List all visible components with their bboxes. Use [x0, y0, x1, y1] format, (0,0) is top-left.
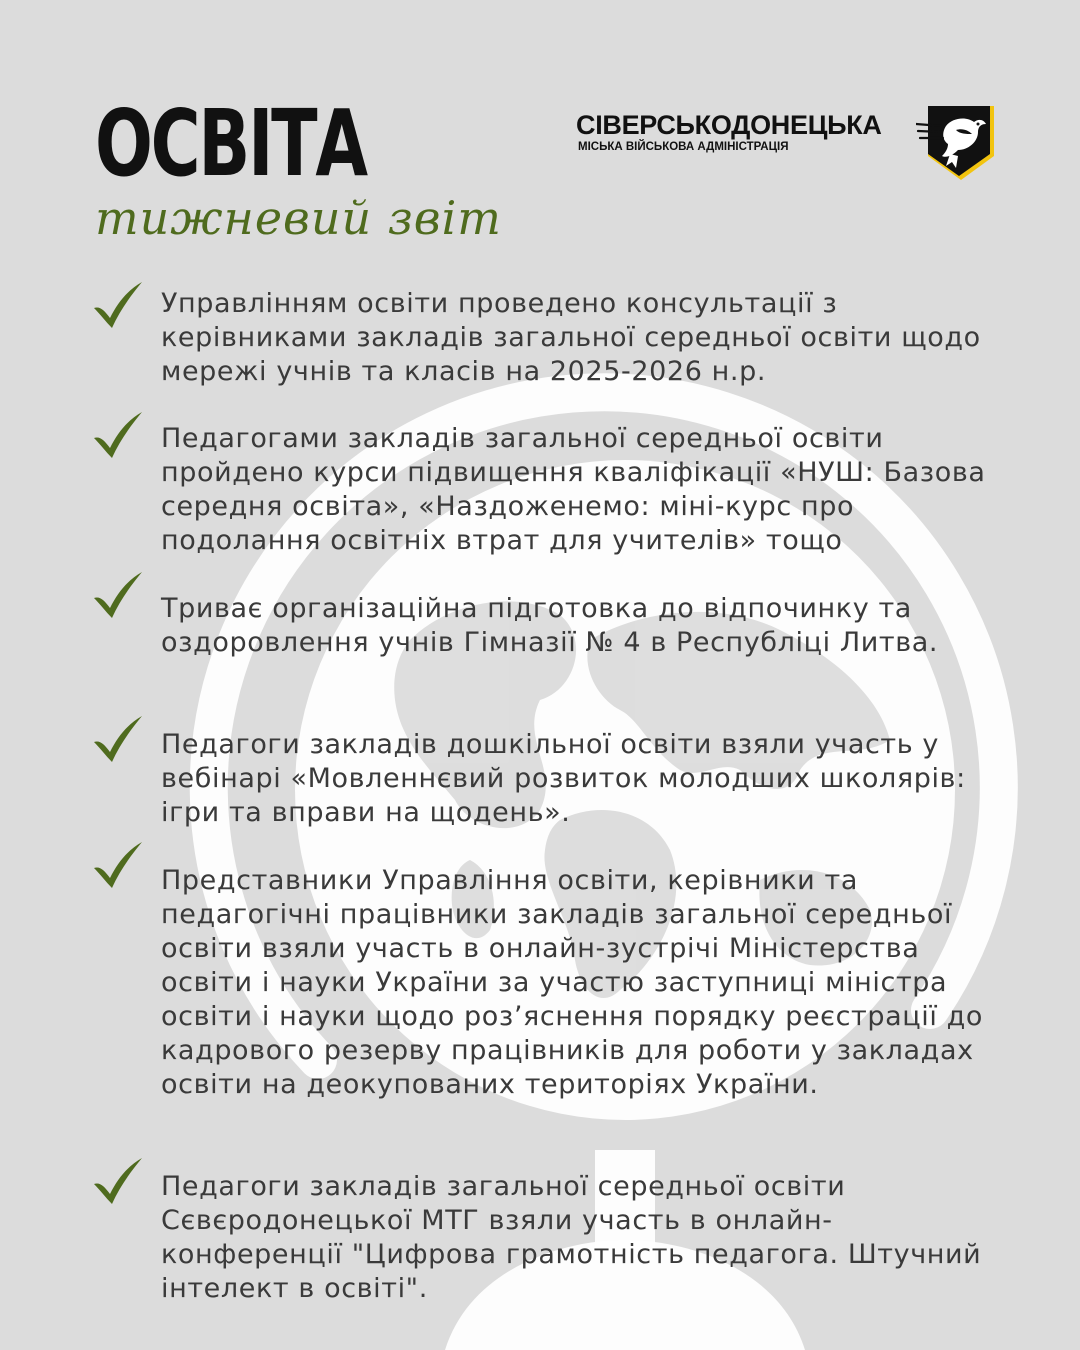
list-item: [92, 1158, 1012, 1308]
list-item-text: Триває організаційна підготовка до відпочинку та оздоровлення учнів Гімназії № 4 в Республіці Литва.: [161, 593, 939, 658]
list-item: [92, 572, 1012, 692]
checkmark-icon: [92, 716, 144, 764]
checkmark-icon: [92, 572, 144, 620]
list-item: [92, 412, 1012, 562]
page-title: ОСВІТА: [95, 90, 366, 197]
list-item-text: Педагоги закладів загальної середньої освіти Сєвєродонецької МТГ взяли участь в онлайн-конференції "Цифрова грамотність педагога. Штучний інтелект в освіті".: [161, 1171, 982, 1304]
list-item-text: Педагоги закладів дошкільної освіти взяли участь у вебінарі «Мовленнєвий розвиток молодших школярів: ігри та вправи на щодень».: [161, 729, 966, 828]
list-item: [92, 716, 1012, 836]
checkmark-icon: [92, 1158, 144, 1206]
checkmark-icon: [92, 412, 144, 460]
page-subtitle: тижневий звіт: [95, 191, 502, 245]
checkmark-icon: [92, 282, 144, 330]
checkmark-icon: [92, 842, 144, 890]
list-item: [92, 282, 1012, 392]
list-item: [92, 842, 1012, 1142]
logo-name: СІВЕРСЬКОДОНЕЦЬКА: [576, 110, 882, 140]
logo-subtitle: МІСЬКА ВІЙСЬКОВА АДМІНІСТРАЦІЯ: [578, 141, 789, 153]
list-item-text: Управлінням освіти проведено консультації з керівниками закладів загальної середньої освіти щодо мережі учнів та класів на 2025-2026 н.р.: [161, 288, 981, 387]
list-item-text: Представники Управління освіти, керівники та педагогічні працівники закладів загальної середньої освіти взяли участь в онлайн-зустрічі Міністерства освіти і науки України за участю заступниці міністра освіти і науки щодо роз’яснення порядку реєстрації до кадрового резерву працівників для роботи у закладах освіти на деокупованих територіях України.: [161, 865, 983, 1100]
list-item-text: Педагогами закладів загальної середньої освіти пройдено курси підвищення кваліфікації «НУШ: Базова середня освіта», «Наздоженемо: міні-курс про подолання освітніх втрат для учителів» тощо: [161, 423, 986, 556]
